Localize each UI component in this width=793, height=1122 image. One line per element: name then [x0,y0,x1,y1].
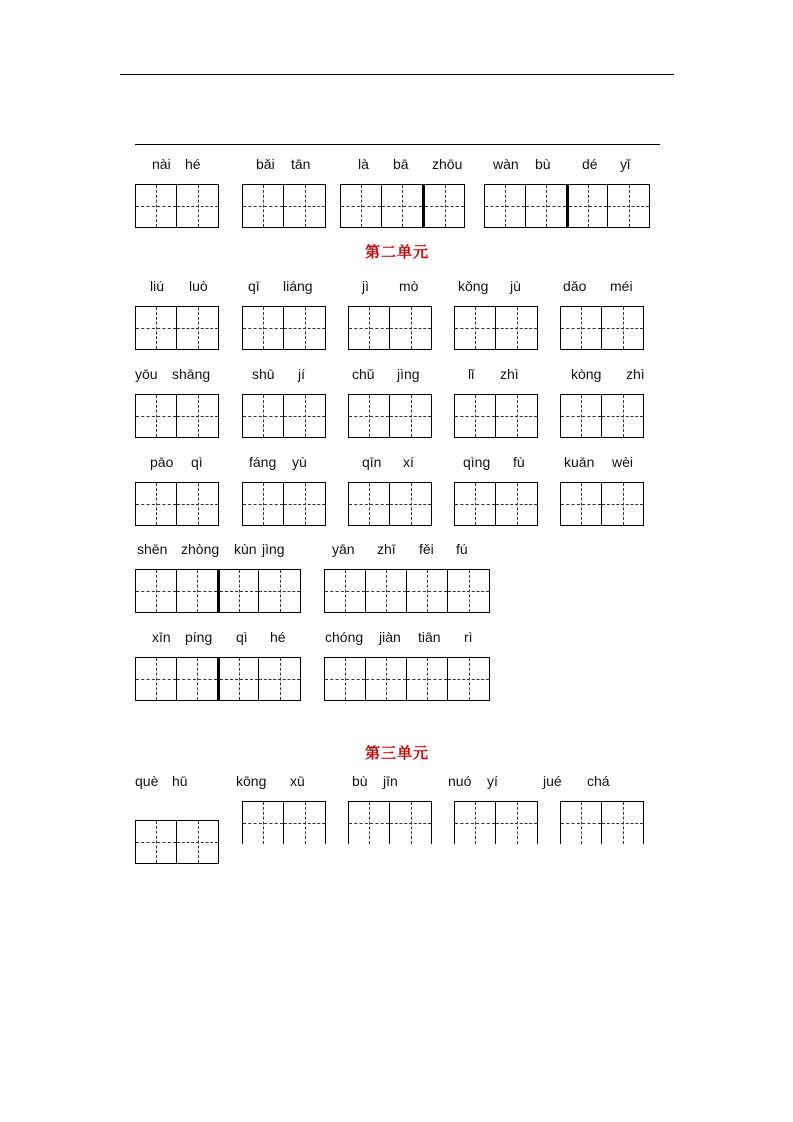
pinyin: jù [510,278,521,294]
pinyin: hū [172,773,188,789]
pinyin: jí [298,366,305,382]
writing-grid-2[interactable] [560,801,644,844]
pinyin: fú [456,541,468,557]
writing-grid-2[interactable] [348,394,432,438]
grid-cell[interactable] [243,307,284,349]
pinyin: jìng [262,541,285,557]
writing-grid-2[interactable] [560,482,644,526]
pinyin: qìng [463,454,491,470]
writing-grid-2[interactable] [454,306,538,350]
writing-grid-2[interactable] [454,801,538,844]
grid-cell[interactable] [177,307,218,349]
pinyin: là [358,156,369,172]
pinyin: qì [236,629,248,645]
grid-cell[interactable] [526,185,567,227]
pinyin: zhòng [181,541,220,557]
grid-cell[interactable] [341,185,382,227]
pinyin: bǎi [256,156,275,172]
pinyin: zhì [500,366,519,382]
pinyin: fěi [419,541,434,557]
writing-grid-2[interactable] [348,306,432,350]
pinyin: nuó [448,773,472,789]
grid-cell[interactable] [448,658,489,700]
grid-cell[interactable] [284,185,325,227]
pinyin: méi [610,278,633,294]
pinyin: kòng [571,366,602,382]
grid-cell[interactable] [455,483,496,525]
pinyin: zhī [377,541,396,557]
grid-cell[interactable] [136,483,177,525]
writing-grid-2[interactable] [135,394,219,438]
grid-cell[interactable] [485,185,526,227]
pinyin: bù [535,156,551,172]
grid-cell[interactable] [243,802,284,844]
pinyin: xí [403,454,414,470]
grid-cell[interactable] [177,570,218,612]
grid-cell[interactable] [496,483,537,525]
pinyin: fáng [249,454,277,470]
grid-cell[interactable] [561,483,602,525]
pinyin: chá [587,773,610,789]
grid-cell[interactable] [325,570,366,612]
writing-grid-2[interactable] [135,482,219,526]
pinyin: dǎo [563,278,587,294]
writing-grid-4[interactable] [324,657,490,701]
writing-grid-4[interactable] [135,657,301,701]
pinyin: chóng [325,629,364,645]
grid-cell[interactable] [136,821,177,863]
pinyin: tiān [418,629,441,645]
grid-cell[interactable] [455,307,496,349]
grid-cell[interactable] [284,395,325,437]
pinyin: wàn [493,156,519,172]
pinyin: lǐ [468,366,475,382]
pinyin: zhōu [432,156,463,172]
writing-grid-2[interactable] [348,801,432,844]
pinyin: píng [185,629,213,645]
section-top-rule [135,144,660,145]
pinyin: jìng [397,366,420,382]
pinyin: hé [270,629,286,645]
pinyin: xīn [152,629,171,645]
grid-cell[interactable] [284,483,325,525]
grid-cell[interactable] [243,185,284,227]
grid-cell[interactable] [561,395,602,437]
pinyin: què [135,773,159,789]
grid-cell[interactable] [390,483,431,525]
grid-cell[interactable] [136,658,177,700]
pinyin: tān [291,156,311,172]
writing-grid-2[interactable] [242,801,326,844]
pinyin: hé [185,156,201,172]
writing-grid-2[interactable] [348,482,432,526]
pinyin: yān [332,541,355,557]
pinyin: kōng [236,773,267,789]
pinyin: yí [487,773,498,789]
pinyin: wèi [612,454,634,470]
writing-grid-3[interactable] [340,184,465,228]
grid-cell[interactable] [136,395,177,437]
unit-title: 第三单元 [364,744,429,762]
writing-grid-2[interactable] [242,394,326,438]
grid-cell[interactable] [349,802,390,844]
grid-cell[interactable] [349,307,390,349]
pinyin: jīn [383,773,398,789]
grid-cell[interactable] [602,802,643,844]
writing-grid-4[interactable] [324,569,490,613]
pinyin: dé [582,156,598,172]
grid-cell[interactable] [259,570,300,612]
grid-cell[interactable] [561,802,602,844]
pinyin: mò [399,278,419,294]
grid-cell[interactable] [448,570,489,612]
grid-cell[interactable] [243,395,284,437]
grid-cell[interactable] [608,185,649,227]
pinyin: pāo [150,454,174,470]
grid-cell[interactable] [259,658,300,700]
writing-grid-2[interactable] [454,394,538,438]
grid-cell[interactable] [136,307,177,349]
pinyin: kùn [234,541,257,557]
grid-cell[interactable] [177,821,218,863]
grid-cell[interactable] [243,483,284,525]
grid-cell[interactable] [390,307,431,349]
pinyin: rì [464,629,473,645]
grid-cell[interactable] [382,185,423,227]
grid-cell[interactable] [496,802,537,844]
writing-grid-2[interactable] [135,184,219,228]
pinyin: qì [191,454,203,470]
pinyin: nài [152,156,171,172]
grid-cell[interactable] [602,395,643,437]
pinyin: xū [290,773,305,789]
writing-grid-2[interactable] [242,306,326,350]
grid-cell[interactable] [561,307,602,349]
pinyin: liú [150,278,165,294]
grid-cell[interactable] [496,307,537,349]
page-top-rule [120,74,674,75]
pinyin: jiàn [379,629,401,645]
pinyin: yǐ [620,156,631,172]
pinyin: chǔ [352,366,375,382]
grid-cell[interactable] [177,185,218,227]
grid-cell[interactable] [423,185,464,227]
writing-grid-2[interactable] [454,482,538,526]
grid-cell[interactable] [325,658,366,700]
grid-cell[interactable] [136,570,177,612]
grid-cell[interactable] [284,802,325,844]
pinyin: shāng [172,366,211,382]
writing-grid-2[interactable] [560,394,644,438]
writing-grid-2[interactable] [135,306,219,350]
pinyin: qīn [362,454,382,470]
grid-cell[interactable] [366,658,407,700]
pinyin: zhì [626,366,645,382]
writing-grid-2[interactable] [242,482,326,526]
grid-cell[interactable] [496,395,537,437]
writing-grid-2[interactable] [242,184,326,228]
pinyin: qī [248,278,260,294]
pinyin: yōu [135,366,158,382]
pinyin: liáng [283,278,313,294]
grid-cell[interactable] [349,395,390,437]
grid-cell[interactable] [602,483,643,525]
grid-cell[interactable] [177,483,218,525]
grid-cell[interactable] [390,802,431,844]
unit-title: 第二单元 [364,243,429,261]
pinyin: kuān [564,454,595,470]
grid-cell[interactable] [390,395,431,437]
grid-cell[interactable] [567,185,608,227]
grid-cell[interactable] [136,185,177,227]
grid-cell[interactable] [455,395,496,437]
grid-cell[interactable] [218,570,259,612]
grid-cell[interactable] [177,395,218,437]
grid-cell[interactable] [218,658,259,700]
pinyin: fù [513,454,525,470]
grid-cell[interactable] [284,307,325,349]
grid-cell[interactable] [407,658,448,700]
grid-cell[interactable] [177,658,218,700]
pinyin: jì [362,278,369,294]
writing-grid-4[interactable] [135,569,301,613]
writing-grid-4[interactable] [484,184,650,228]
pinyin: yù [292,454,307,470]
pinyin: luò [189,278,208,294]
grid-cell[interactable] [407,570,448,612]
pinyin: bā [393,156,409,172]
writing-grid-2[interactable] [560,306,644,350]
pinyin: shū [252,366,275,382]
pinyin: bù [352,773,368,789]
pinyin: kǒng [458,278,489,294]
pinyin: shēn [137,541,168,557]
pinyin: jué [543,773,562,789]
grid-cell[interactable] [366,570,407,612]
grid-cell[interactable] [349,483,390,525]
grid-cell[interactable] [602,307,643,349]
grid-cell[interactable] [455,802,496,844]
writing-grid-2[interactable] [135,820,219,864]
